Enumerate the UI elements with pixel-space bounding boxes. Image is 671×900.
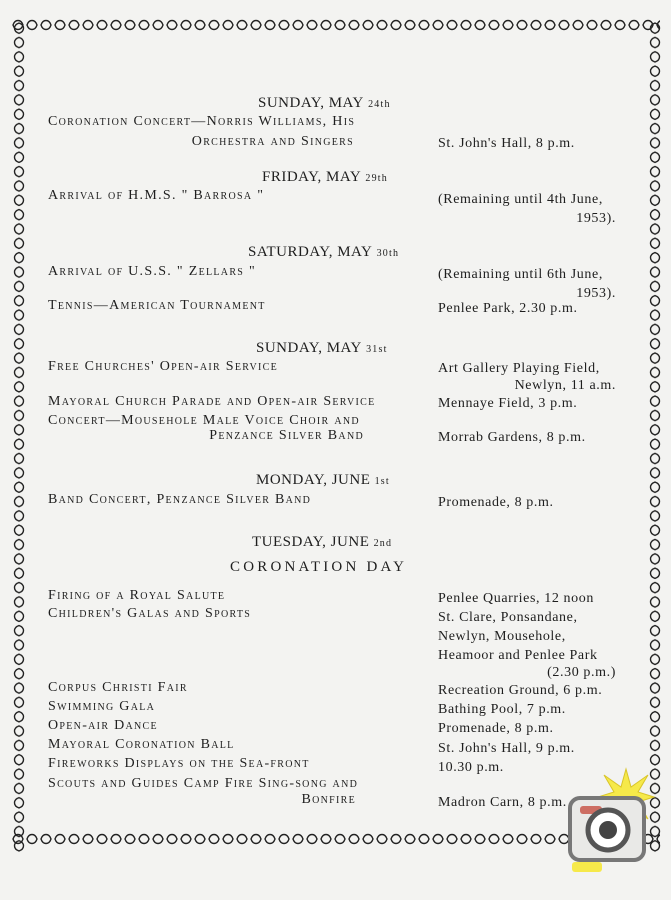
event-label: Arrival of H.M.S. " Barrosa ": [48, 188, 265, 203]
event-venue: Bathing Pool, 7 p.m.: [438, 702, 566, 717]
event-venue-continuation: 1953).: [576, 211, 616, 226]
event-label: Band Concert, Penzance Silver Band: [48, 492, 312, 507]
event-venue: Penlee Park, 2.30 p.m.: [438, 301, 578, 316]
event-label: Scouts and Guides Camp Fire Sing-song and: [48, 776, 359, 791]
event-label: Fireworks Displays on the Sea-front: [48, 756, 310, 771]
event-label: Concert—Mousehole Male Voice Choir and: [48, 413, 360, 428]
event-venue: Recreation Ground, 6 p.m.: [438, 683, 603, 698]
event-venue: (Remaining until 6th June,: [438, 267, 603, 282]
event-venue-continuation: Heamoor and Penlee Park: [438, 648, 598, 663]
event-venue: Promenade, 8 p.m.: [438, 721, 554, 736]
day-heading-sunday-may-31: SUNDAY, MAY 31st: [256, 340, 388, 356]
event-venue: Penlee Quarries, 12 noon: [438, 591, 594, 606]
event-label-continuation: Penzance Silver Band: [209, 428, 364, 443]
event-label: Firing of a Royal Salute: [48, 588, 226, 603]
chain-border-right-icon: [648, 22, 662, 854]
day-heading-sunday-may-24: SUNDAY, MAY 24th: [258, 95, 391, 111]
event-label: Free Churches' Open-air Service: [48, 359, 278, 374]
day-heading-friday-may-29: FRIDAY, MAY 29th: [262, 169, 388, 185]
chain-border-top-icon: [12, 18, 660, 32]
event-label: Mayoral Coronation Ball: [48, 737, 235, 752]
event-label: Mayoral Church Parade and Open-air Service: [48, 394, 376, 409]
event-label: Corpus Christi Fair: [48, 680, 188, 695]
event-label: Coronation Concert—Norris Williams, His: [48, 114, 356, 129]
event-venue: Promenade, 8 p.m.: [438, 495, 554, 510]
event-venue: St. John's Hall, 9 p.m.: [438, 741, 575, 756]
event-venue: St. John's Hall, 8 p.m.: [438, 136, 575, 151]
camera-logo-icon: [562, 778, 654, 878]
event-label: Open-air Dance: [48, 718, 158, 733]
event-venue-continuation: (2.30 p.m.): [547, 665, 616, 680]
event-label-continuation: Bonfire: [301, 792, 356, 807]
coronation-day-subheading: CORONATION DAY: [230, 559, 408, 575]
day-heading-monday-june-1: MONDAY, JUNE 1st: [256, 472, 390, 488]
event-label: Tennis—American Tournament: [48, 298, 266, 313]
event-venue: Mennaye Field, 3 p.m.: [438, 396, 578, 411]
event-label: Children's Galas and Sports: [48, 606, 252, 621]
day-heading-tuesday-june-2: TUESDAY, JUNE 2nd: [252, 534, 393, 550]
event-venue-continuation: 1953).: [576, 286, 616, 301]
event-venue: St. Clare, Ponsandane,: [438, 610, 578, 625]
day-heading-saturday-may-30: SATURDAY, MAY 30th: [248, 244, 400, 260]
event-venue: (Remaining until 4th June,: [438, 192, 603, 207]
event-venue: 10.30 p.m.: [438, 760, 504, 775]
event-label: Swimming Gala: [48, 699, 156, 714]
event-venue-continuation: Newlyn, 11 a.m.: [514, 378, 616, 393]
event-label: Arrival of U.S.S. " Zellars ": [48, 264, 256, 279]
event-venue: Morrab Gardens, 8 p.m.: [438, 430, 586, 445]
chain-border-left-icon: [12, 22, 26, 854]
event-venue-continuation: Newlyn, Mousehole,: [438, 629, 566, 644]
event-venue: Art Gallery Playing Field,: [438, 361, 600, 376]
event-label-continuation: Orchestra and Singers: [191, 134, 354, 149]
event-venue: Madron Carn, 8 p.m.: [438, 795, 567, 810]
